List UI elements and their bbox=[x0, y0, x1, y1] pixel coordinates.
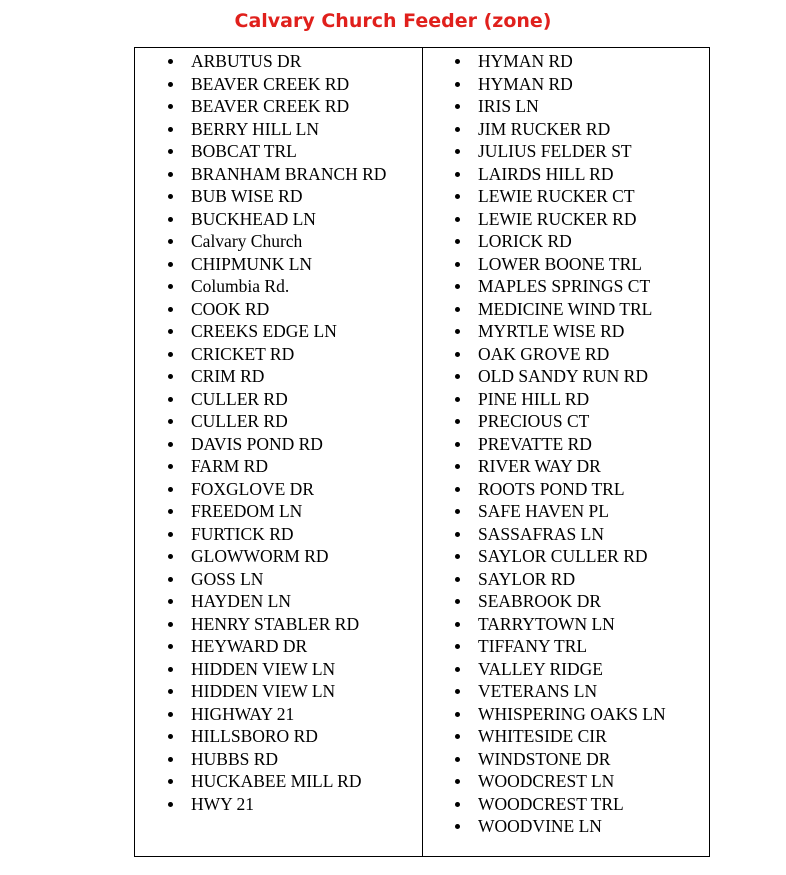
street-list-item bbox=[423, 253, 710, 276]
street-list-item bbox=[135, 635, 422, 658]
bullet-icon bbox=[455, 172, 460, 177]
street-name: FREEDOM LN bbox=[191, 501, 303, 521]
street-name: CULLER RD bbox=[191, 411, 288, 431]
street-name: SAYLOR RD bbox=[478, 568, 576, 589]
street-name: FOXGLOVE DR bbox=[191, 478, 314, 499]
street-list-item bbox=[135, 208, 422, 231]
street-list-item bbox=[135, 500, 422, 523]
bullet-icon bbox=[455, 802, 460, 807]
street-list-item bbox=[135, 230, 422, 253]
street-list-item bbox=[423, 95, 710, 118]
bullet-icon bbox=[168, 689, 173, 694]
street-name: HUCKABEE MILL RD bbox=[191, 771, 362, 791]
street-list-item bbox=[135, 545, 422, 568]
bullet-icon bbox=[168, 172, 173, 177]
bullet-icon bbox=[455, 194, 460, 199]
street-name: PINE HILL RD bbox=[478, 388, 590, 409]
street-name: WOODVINE LN bbox=[478, 816, 602, 836]
bullet-icon bbox=[168, 419, 173, 424]
bullet-icon bbox=[168, 779, 173, 784]
street-list-item bbox=[423, 478, 710, 501]
bullet-icon bbox=[168, 644, 173, 649]
street-list-item bbox=[135, 140, 422, 163]
bullet-icon bbox=[168, 802, 173, 807]
street-list-item bbox=[135, 365, 422, 388]
bullet-icon bbox=[455, 779, 460, 784]
street-name: CRICKET RD bbox=[191, 343, 295, 364]
street-list-item bbox=[135, 163, 422, 186]
street-list-item bbox=[135, 613, 422, 636]
street-name: RIVER WAY DR bbox=[478, 456, 601, 476]
left-street-list bbox=[135, 50, 422, 815]
street-name: WINDSTONE DR bbox=[478, 748, 611, 769]
street-list-item bbox=[423, 568, 710, 591]
bullet-icon bbox=[455, 149, 460, 154]
street-name: BUCKHEAD LN bbox=[191, 208, 316, 229]
street-list-item bbox=[135, 725, 422, 748]
bullet-icon bbox=[455, 329, 460, 334]
street-name: VETERANS LN bbox=[478, 681, 598, 701]
street-list-item bbox=[423, 793, 710, 816]
street-name: PREVATTE RD bbox=[478, 433, 592, 454]
street-name: HIGHWAY 21 bbox=[191, 703, 295, 724]
bullet-icon bbox=[455, 599, 460, 604]
street-name: SASSAFRAS LN bbox=[478, 523, 604, 544]
bullet-icon bbox=[455, 464, 460, 469]
bullet-icon bbox=[168, 622, 173, 627]
street-name: HIDDEN VIEW LN bbox=[191, 681, 336, 701]
street-list-item bbox=[135, 680, 422, 703]
street-name: HENRY STABLER RD bbox=[191, 613, 360, 634]
bullet-icon bbox=[455, 104, 460, 109]
street-list-item bbox=[423, 635, 710, 658]
bullet-icon bbox=[168, 217, 173, 222]
bullet-icon bbox=[168, 352, 173, 357]
street-name: HYMAN RD bbox=[478, 51, 573, 71]
street-list-item bbox=[135, 770, 422, 793]
bullet-icon bbox=[168, 487, 173, 492]
bullet-icon bbox=[168, 757, 173, 762]
street-list-item bbox=[423, 523, 710, 546]
street-name: SAYLOR CULLER RD bbox=[478, 546, 648, 566]
bullet-icon bbox=[455, 307, 460, 312]
street-list-item bbox=[135, 748, 422, 771]
street-name: CRIM RD bbox=[191, 366, 265, 386]
street-name: CHIPMUNK LN bbox=[191, 253, 313, 274]
street-list-item bbox=[135, 793, 422, 816]
street-name: CULLER RD bbox=[191, 388, 288, 409]
bullet-icon bbox=[168, 307, 173, 312]
street-name: GOSS LN bbox=[191, 568, 264, 589]
street-name: CREEKS EDGE LN bbox=[191, 321, 337, 341]
street-name: HIDDEN VIEW LN bbox=[191, 658, 336, 679]
street-name: WHITESIDE CIR bbox=[478, 726, 607, 746]
bullet-icon bbox=[455, 397, 460, 402]
street-list-item bbox=[135, 433, 422, 456]
street-name: WHISPERING OAKS LN bbox=[478, 703, 666, 724]
bullet-icon bbox=[168, 149, 173, 154]
street-list-item bbox=[423, 680, 710, 703]
street-name: LEWIE RUCKER CT bbox=[478, 186, 635, 206]
street-list-item bbox=[135, 568, 422, 591]
street-list-item bbox=[423, 208, 710, 231]
bullet-icon bbox=[168, 554, 173, 559]
street-list-item bbox=[423, 118, 710, 141]
street-list-item bbox=[423, 185, 710, 208]
right-street-list bbox=[423, 50, 710, 838]
street-name: WOODCREST LN bbox=[478, 771, 615, 791]
bullet-icon bbox=[168, 82, 173, 87]
street-list-item bbox=[135, 388, 422, 411]
bullet-icon bbox=[455, 59, 460, 64]
street-name: PRECIOUS CT bbox=[478, 411, 590, 431]
bullet-icon bbox=[168, 464, 173, 469]
bullet-icon bbox=[168, 262, 173, 267]
bullet-icon bbox=[455, 509, 460, 514]
street-name: HWY 21 bbox=[191, 793, 255, 814]
street-list-item bbox=[135, 343, 422, 366]
bullet-icon bbox=[455, 734, 460, 739]
street-list-item bbox=[423, 433, 710, 456]
bullet-icon bbox=[168, 104, 173, 109]
street-name: MYRTLE WISE RD bbox=[478, 321, 625, 341]
street-list-item bbox=[423, 500, 710, 523]
bullet-icon bbox=[168, 667, 173, 672]
street-list-item bbox=[423, 658, 710, 681]
street-list-item bbox=[423, 725, 710, 748]
bullet-icon bbox=[455, 644, 460, 649]
street-name: BOBCAT TRL bbox=[191, 141, 297, 161]
bullet-icon bbox=[455, 667, 460, 672]
street-name: FURTICK RD bbox=[191, 523, 294, 544]
bullet-icon bbox=[168, 239, 173, 244]
street-name: BEAVER CREEK RD bbox=[191, 96, 350, 116]
street-list-item bbox=[423, 703, 710, 726]
bullet-icon bbox=[168, 329, 173, 334]
street-list-item bbox=[135, 275, 422, 298]
street-list-item bbox=[423, 365, 710, 388]
street-list-item bbox=[423, 163, 710, 186]
street-list-item bbox=[135, 658, 422, 681]
street-list-item bbox=[135, 703, 422, 726]
street-list-item bbox=[423, 815, 710, 838]
bullet-icon bbox=[168, 712, 173, 717]
bullet-icon bbox=[168, 509, 173, 514]
street-name: JIM RUCKER RD bbox=[478, 118, 611, 139]
bullet-icon bbox=[168, 397, 173, 402]
street-list-item bbox=[423, 298, 710, 321]
street-name: LAIRDS HILL RD bbox=[478, 163, 614, 184]
street-list-item bbox=[135, 50, 422, 73]
bullet-icon bbox=[168, 194, 173, 199]
street-name: IRIS LN bbox=[478, 96, 539, 116]
bullet-icon bbox=[455, 824, 460, 829]
street-name: Columbia Rd. bbox=[191, 276, 290, 296]
bullet-icon bbox=[168, 59, 173, 64]
bullet-icon bbox=[455, 689, 460, 694]
street-list-item bbox=[423, 140, 710, 163]
street-table bbox=[134, 47, 710, 857]
street-name: ARBUTUS DR bbox=[191, 51, 302, 71]
street-list-item bbox=[135, 185, 422, 208]
bullet-icon bbox=[455, 217, 460, 222]
bullet-icon bbox=[455, 262, 460, 267]
street-name: BEAVER CREEK RD bbox=[191, 73, 350, 94]
street-name: MEDICINE WIND TRL bbox=[478, 298, 653, 319]
street-list-item bbox=[423, 73, 710, 96]
street-name: HYMAN RD bbox=[478, 73, 573, 94]
street-list-item bbox=[135, 95, 422, 118]
street-name: TARRYTOWN LN bbox=[478, 613, 615, 634]
bullet-icon bbox=[455, 757, 460, 762]
street-name: SEABROOK DR bbox=[478, 591, 602, 611]
street-name: DAVIS POND RD bbox=[191, 433, 323, 454]
street-name: TIFFANY TRL bbox=[478, 636, 588, 656]
street-list-item bbox=[423, 770, 710, 793]
street-list-item bbox=[423, 320, 710, 343]
street-name: Calvary Church bbox=[191, 231, 303, 251]
bullet-icon bbox=[455, 442, 460, 447]
street-name: OLD SANDY RUN RD bbox=[478, 366, 648, 386]
page-title: Calvary Church Feeder (zone) bbox=[234, 10, 552, 32]
street-name: COOK RD bbox=[191, 298, 270, 319]
bullet-icon bbox=[455, 712, 460, 717]
street-list-item bbox=[135, 410, 422, 433]
bullet-icon bbox=[455, 127, 460, 132]
street-name: WOODCREST TRL bbox=[478, 793, 624, 814]
bullet-icon bbox=[455, 577, 460, 582]
street-list-item bbox=[423, 388, 710, 411]
street-name: HILLSBORO RD bbox=[191, 726, 318, 746]
bullet-icon bbox=[168, 442, 173, 447]
bullet-icon bbox=[168, 374, 173, 379]
street-list-item bbox=[135, 118, 422, 141]
street-list-item bbox=[423, 410, 710, 433]
bullet-icon bbox=[455, 419, 460, 424]
street-name: JULIUS FELDER ST bbox=[478, 141, 632, 161]
street-list-item bbox=[135, 320, 422, 343]
bullet-icon bbox=[168, 734, 173, 739]
street-name: FARM RD bbox=[191, 456, 268, 476]
street-list-item bbox=[423, 343, 710, 366]
street-list-item bbox=[135, 298, 422, 321]
street-list-item bbox=[135, 523, 422, 546]
street-list-item bbox=[423, 455, 710, 478]
street-list-item bbox=[423, 613, 710, 636]
street-list-item bbox=[135, 73, 422, 96]
street-name: MAPLES SPRINGS CT bbox=[478, 276, 651, 296]
bullet-icon bbox=[455, 284, 460, 289]
street-list-item bbox=[423, 545, 710, 568]
bullet-icon bbox=[168, 284, 173, 289]
bullet-icon bbox=[168, 532, 173, 537]
street-list-item bbox=[423, 230, 710, 253]
street-name: LEWIE RUCKER RD bbox=[478, 208, 637, 229]
street-list-item bbox=[135, 478, 422, 501]
street-name: OAK GROVE RD bbox=[478, 343, 610, 364]
street-list-item bbox=[423, 275, 710, 298]
street-list-item bbox=[423, 50, 710, 73]
bullet-icon bbox=[455, 239, 460, 244]
bullet-icon bbox=[168, 127, 173, 132]
street-name: HUBBS RD bbox=[191, 748, 279, 769]
street-name: ROOTS POND TRL bbox=[478, 478, 625, 499]
street-name: SAFE HAVEN PL bbox=[478, 501, 609, 521]
bullet-icon bbox=[455, 487, 460, 492]
street-name: BUB WISE RD bbox=[191, 186, 303, 206]
street-name: BERRY HILL LN bbox=[191, 118, 320, 139]
street-list-item bbox=[423, 748, 710, 771]
street-list-item bbox=[135, 253, 422, 276]
street-list-item bbox=[135, 590, 422, 613]
bullet-icon bbox=[455, 554, 460, 559]
street-name: GLOWWORM RD bbox=[191, 546, 329, 566]
street-name: HEYWARD DR bbox=[191, 636, 308, 656]
street-list-item bbox=[135, 455, 422, 478]
bullet-icon bbox=[168, 599, 173, 604]
bullet-icon bbox=[455, 622, 460, 627]
street-name: VALLEY RIDGE bbox=[478, 658, 603, 679]
street-name: HAYDEN LN bbox=[191, 591, 291, 611]
bullet-icon bbox=[455, 532, 460, 537]
street-name: LOWER BOONE TRL bbox=[478, 253, 642, 274]
street-list-item bbox=[423, 590, 710, 613]
street-name: LORICK RD bbox=[478, 231, 572, 251]
bullet-icon bbox=[455, 374, 460, 379]
bullet-icon bbox=[455, 352, 460, 357]
bullet-icon bbox=[455, 82, 460, 87]
street-name: BRANHAM BRANCH RD bbox=[191, 163, 387, 184]
bullet-icon bbox=[168, 577, 173, 582]
